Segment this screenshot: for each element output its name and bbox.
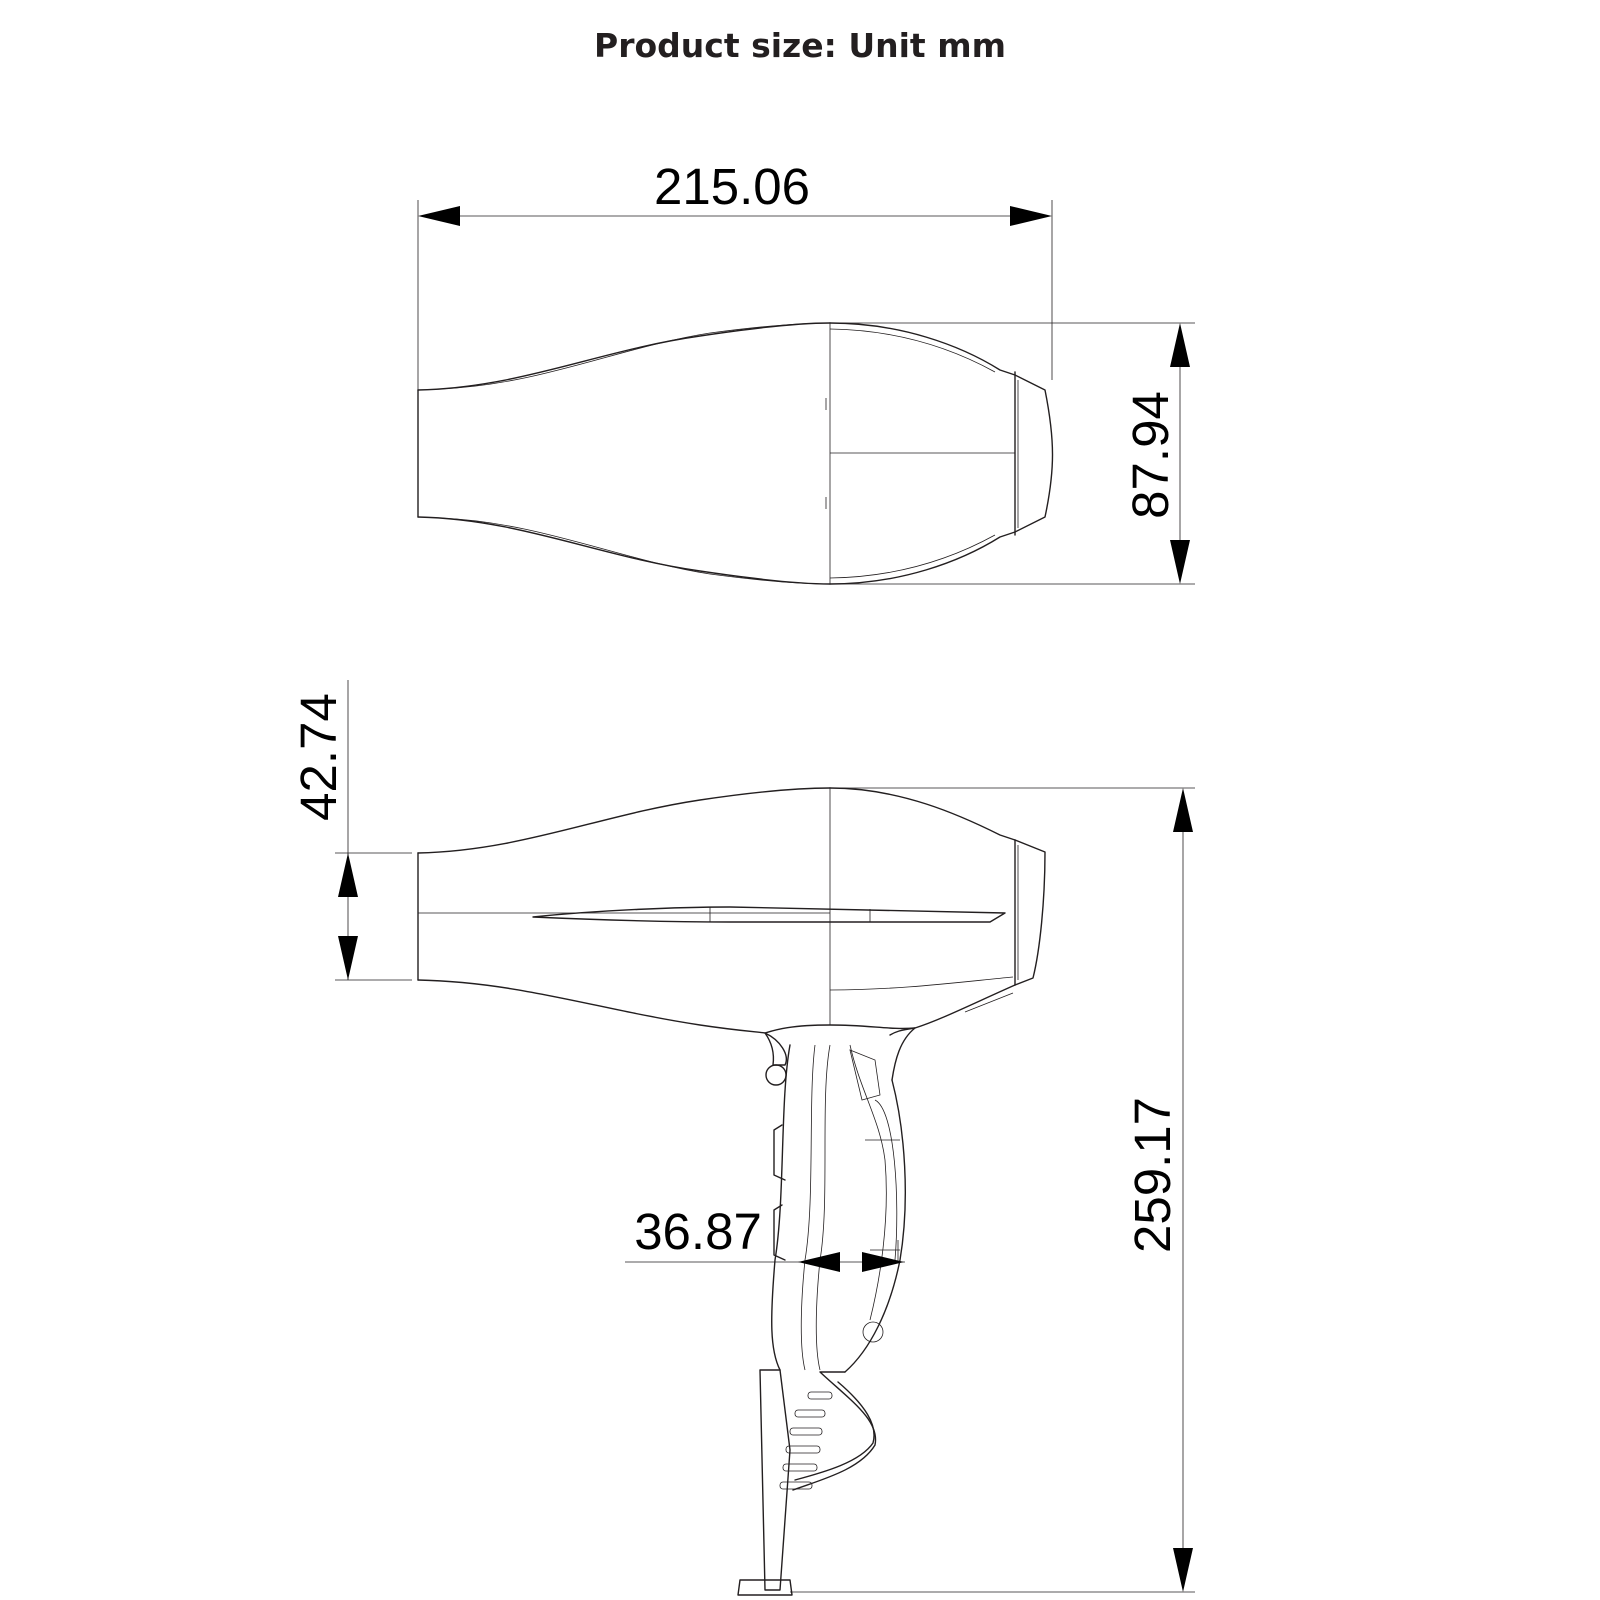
arrow-down bbox=[338, 936, 358, 980]
total-height-label: 259.17 bbox=[1124, 1097, 1181, 1253]
arrow-down bbox=[1170, 540, 1190, 584]
handle-width-label: 36.87 bbox=[634, 1203, 762, 1260]
top-height-label: 87.94 bbox=[1122, 391, 1179, 519]
dimension-nozzle-height bbox=[290, 680, 412, 980]
nozzle-height-label: 42.74 bbox=[290, 693, 347, 821]
arrow-up bbox=[1170, 323, 1190, 367]
side-view-outline bbox=[418, 788, 1045, 1595]
top-view-outline bbox=[418, 323, 1053, 584]
arrow-up bbox=[1173, 788, 1193, 832]
arrow-up bbox=[338, 853, 358, 897]
dimension-handle-width bbox=[625, 1203, 905, 1272]
dimension-total-height bbox=[790, 788, 1195, 1592]
page-title: Product size: Unit mm bbox=[594, 26, 1006, 65]
dimension-length bbox=[418, 158, 1052, 390]
arrow-right bbox=[1010, 206, 1052, 226]
arrow-down bbox=[1173, 1548, 1193, 1592]
arrow-left bbox=[418, 206, 460, 226]
dimension-top-height bbox=[830, 323, 1195, 584]
length-label: 215.06 bbox=[654, 158, 810, 215]
